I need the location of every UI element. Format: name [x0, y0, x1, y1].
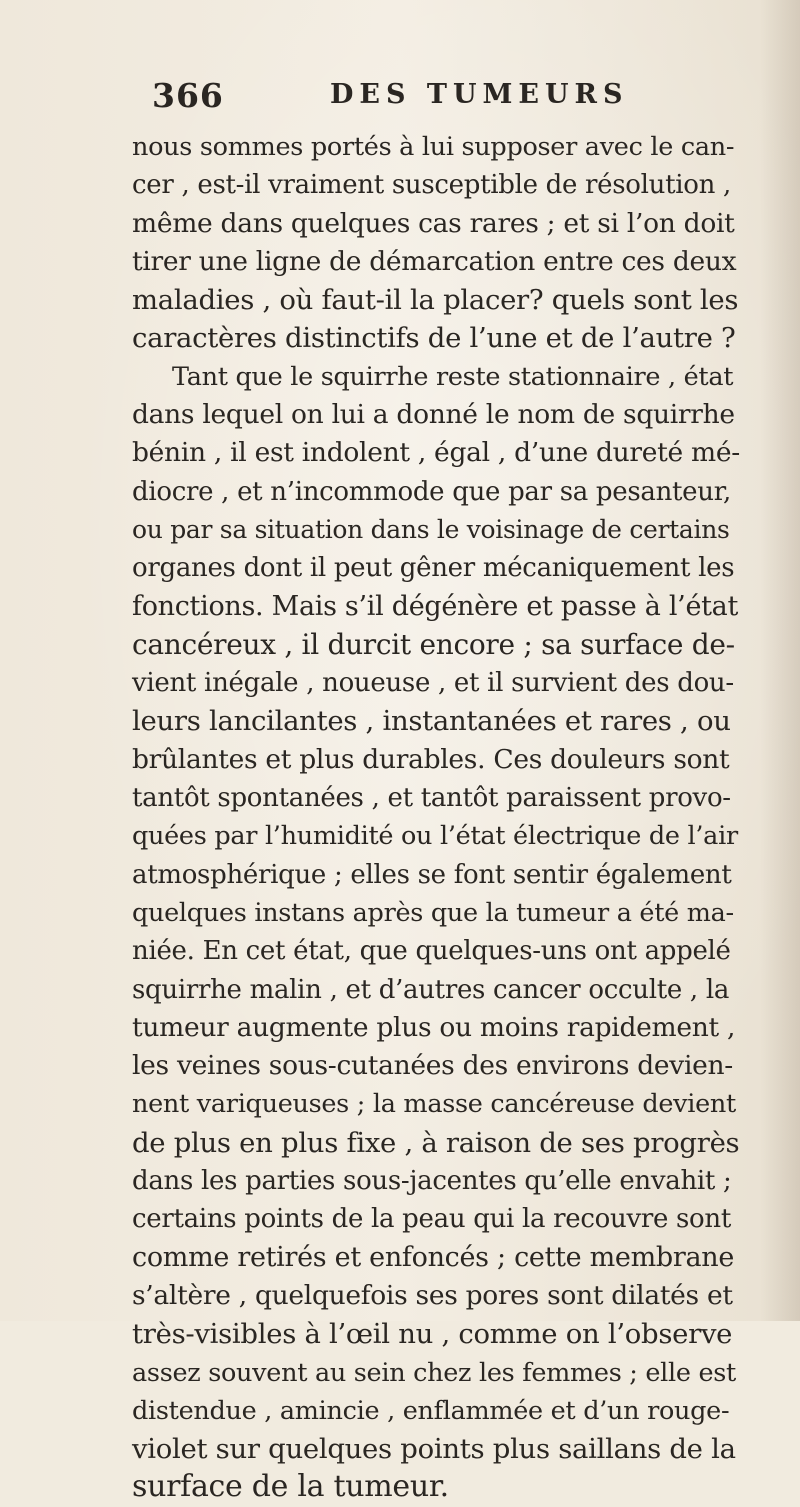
- text-line: squirrhe malin , et d’autres cancer occulte , la: [132, 974, 730, 1005]
- text-line: de plus en plus fixe , à raison de ses progrès: [132, 1126, 740, 1159]
- text-line: maladies , où faut-il la placer? quels sont les: [132, 284, 739, 317]
- text-line: quées par l’humidité ou l’état électrique de l’air: [132, 821, 738, 852]
- text-line: nous sommes portés à lui supposer avec le can-: [132, 132, 735, 162]
- page-number: 366: [152, 76, 224, 115]
- text-line: caractères distinctifs de l’une et de l’autre ?: [132, 322, 736, 355]
- text-line: atmosphérique ; elles se font sentir également: [132, 859, 732, 890]
- running-title: DES TUMEURS: [330, 79, 629, 110]
- text-line: niée. En cet état, que quelques-uns ont appelé: [132, 936, 731, 967]
- text-line: vient inégale , noueuse , et il survient des dou-: [132, 668, 734, 699]
- paragraph-first-line: Tant que le squirrhe reste stationnaire , état: [172, 361, 734, 392]
- text-line: dans les parties sous-jacentes qu’elle envahit ;: [132, 1166, 732, 1197]
- text-line: assez souvent au sein chez les femmes ; elle est: [132, 1357, 737, 1388]
- text-line: distendue , amincie , enflammée et d’un rouge-: [132, 1395, 730, 1426]
- text-line: fonctions. Mais s’il dégénère et passe à l’état: [132, 590, 739, 622]
- text-line: ou par sa situation dans le voisinage de certains: [132, 514, 730, 544]
- text-line: cer , est-il vraiment susceptible de résolution ,: [132, 170, 732, 201]
- text-line: comme retirés et enfoncés ; cette membrane: [132, 1241, 735, 1273]
- text-line: certains points de la peau qui la recouvre sont: [132, 1204, 732, 1235]
- text-line: quelques instans après que la tumeur a été ma-: [132, 897, 734, 928]
- paragraph-last-line: surface de la tumeur.: [132, 1469, 449, 1505]
- text-line: organes dont il peut gêner mécaniquement les: [132, 553, 735, 584]
- text-line: bénin , il est indolent , égal , d’une dureté mé-: [132, 437, 740, 469]
- text-line: brûlantes et plus durables. Ces douleurs sont: [132, 743, 730, 775]
- text-line: tirer une ligne de démarcation entre ces deux: [132, 245, 737, 277]
- text-line: les veines sous-cutanées des environs devien-: [132, 1050, 733, 1082]
- page-edge-shadow: [760, 0, 800, 1321]
- text-line: très-visibles à l’œil nu , comme on l’observe: [132, 1318, 733, 1351]
- text-line: s’altère , quelquefois ses pores sont dilatés et: [132, 1279, 733, 1311]
- running-head: [152, 76, 712, 116]
- text-line: tantôt spontanées , et tantôt paraissent provo-: [132, 783, 731, 814]
- text-line: nent variqueuses ; la masse cancéreuse devient: [132, 1089, 736, 1120]
- text-line: même dans quelques cas rares ; et si l’on doit: [132, 207, 735, 239]
- text-line: cancéreux , il durcit encore ; sa surface de-: [132, 627, 735, 661]
- text-line: violet sur quelques points plus saillans de la: [132, 1433, 736, 1466]
- body-text: [132, 128, 740, 1507]
- text-line: dans lequel on lui a donné le nom de squirrhe: [132, 399, 735, 431]
- text-line: diocre , et n’incommode que par sa pesanteur,: [132, 476, 731, 507]
- text-line: leurs lancilantes , instantanées et rares , ou: [132, 705, 731, 738]
- text-line: tumeur augmente plus ou moins rapidement ,: [132, 1011, 736, 1043]
